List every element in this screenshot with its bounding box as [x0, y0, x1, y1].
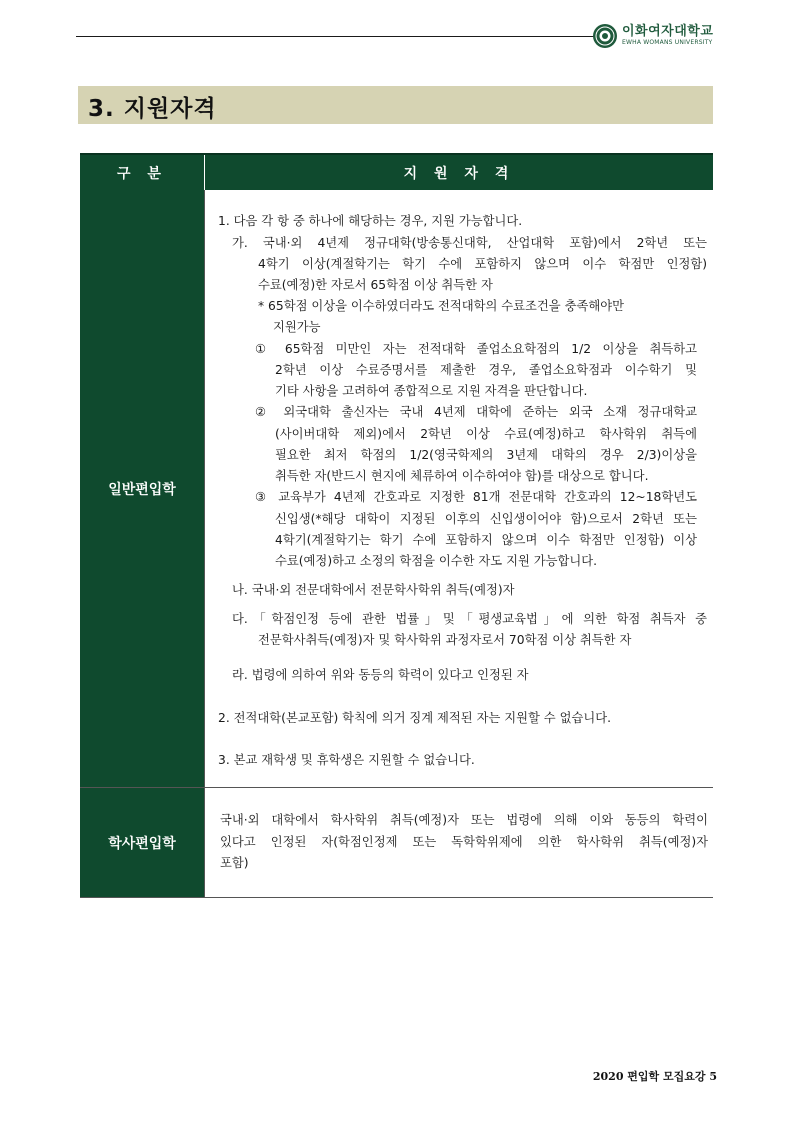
- ewha-seal-icon: [592, 23, 618, 49]
- header-rule: [76, 36, 596, 37]
- item-1: 1. 다음 각 항 중 하나에 해당하는 경우, 지원 가능합니다.: [218, 214, 523, 228]
- item-1-ga-note: * 65학점 이상을 이수하였더라도 전적대학의 수료조건을 충족해야만: [258, 299, 624, 313]
- item-1-ga-sub-3-line-4: 수료(예정)하고 소정의 학점을 이수한 자도 지원 가능합니다.: [275, 554, 598, 568]
- table-header: [80, 153, 713, 190]
- table-row-bachelor-transfer: [80, 788, 713, 898]
- item-2: 2. 전적대학(본교포함) 학칙에 의거 징계 제적된 자는 지원할 수 없습니다.: [218, 711, 612, 725]
- item-1-da: 다.「학점인정 등에 관한 법률」및「평생교육법」에 의한 학점 취득자 중: [232, 612, 707, 626]
- item-1-ra: 라. 법령에 의하여 위와 동등의 학력이 있다고 인정된 자: [232, 668, 529, 682]
- section-title: 3. 지원자격: [88, 96, 217, 122]
- item-1-ga-sub-1-line-2: 2학년 이상 수료증명서를 제출한 경우, 졸업소요학점과 이수학기 및: [275, 363, 697, 377]
- item-3: 3. 본교 재학생 및 휴학생은 지원할 수 없습니다.: [218, 753, 475, 767]
- university-name: 이화여자대학교: [622, 24, 714, 39]
- item-1-na: 나. 국내·외 전문대학에서 전문학사학위 취득(예정)자: [232, 583, 515, 597]
- section-header: [78, 86, 713, 124]
- qualification-table: [80, 153, 713, 898]
- column-header-qualification: 지 원 자 격: [403, 165, 515, 182]
- item-1-ga-sub-2: ② 외국대학 출신자는 국내 4년제 대학에 준하는 외국 소재 정규대학교: [255, 405, 697, 419]
- bachelor-qualification-line-1: 국내·외 대학에서 학사학위 취득(예정)자 또는 법령에 의해 이와 동등의 학력이: [220, 813, 708, 827]
- row-content-general-transfer: [205, 190, 713, 787]
- item-1-ga-sub-2-line-2: (사이버대학 제외)에서 2학년 이상 수료(예정)하고 학사학위 취득에: [275, 427, 697, 441]
- university-logo[interactable]: [592, 23, 713, 49]
- item-1-ga-sub-3-line-3: 4학기(계절학기는 학기 수에 포함하지 않으며 이수 학점만 인정함) 이상: [275, 533, 697, 547]
- item-1-ga-line-2: 4학기 이상(계절학기는 학기 수에 포함하지 않으며 이수 학점만 인정함): [258, 257, 707, 271]
- item-1-ga-line-3: 수료(예정)한 자로서 65학점 이상 취득한 자: [258, 278, 493, 292]
- item-1-ga-sub-2-line-4: 취득한 자(반드시 현지에 체류하여 이수하여야 함)를 대상으로 합니다.: [275, 469, 649, 483]
- item-1-da-line-2: 전문학사취득(예정)자 및 학사학위 과정자로서 70학점 이상 취득한 자: [258, 633, 632, 647]
- column-header-category: 구 분: [80, 155, 205, 190]
- item-1-ga-sub-2-line-3: 필요한 최저 학점의 1/2(영국학제의 3년제 대학의 경우 2/3)이상을: [275, 448, 697, 462]
- page-footer: 2020 편입학 모집요강 5: [592, 1070, 717, 1083]
- table-row-general-transfer: [80, 190, 713, 788]
- item-1-ga-note-line-2: 지원가능: [273, 320, 321, 334]
- item-1-ga-sub-1: ① 65학점 미만인 자는 전적대학 졸업소요학점의 1/2 이상을 취득하고: [255, 342, 697, 356]
- university-name-en: EWHA WOMANS UNIVERSITY: [622, 39, 713, 46]
- item-1-ga-sub-3: ③ 교육부가 4년제 간호과로 지정한 81개 전문대학 간호과의 12~18학년도: [255, 490, 697, 504]
- item-1-ga-sub-1-line-3: 기타 사항을 고려하여 종합적으로 지원 자격을 판단합니다.: [275, 384, 588, 398]
- row-category-bachelor-transfer: 학사편입학: [80, 788, 205, 897]
- bachelor-qualification-line-3: 포함): [220, 856, 249, 870]
- row-category-general-transfer: 일반편입학: [80, 190, 205, 787]
- bachelor-qualification-line-2: 있다고 인정된 자(학점인정제 또는 독학학위제에 의한 학사학위 취득(예정)자: [220, 835, 708, 849]
- row-content-bachelor-transfer: [205, 788, 713, 897]
- item-1-ga-sub-3-line-2: 신입생(*해당 대학이 지정된 이후의 신입생이어야 함)으로서 2학년 또는: [275, 512, 697, 526]
- item-1-ga: 가. 국내·외 4년제 정규대학(방송통신대학, 산업대학 포함)에서 2학년 또는: [232, 236, 707, 250]
